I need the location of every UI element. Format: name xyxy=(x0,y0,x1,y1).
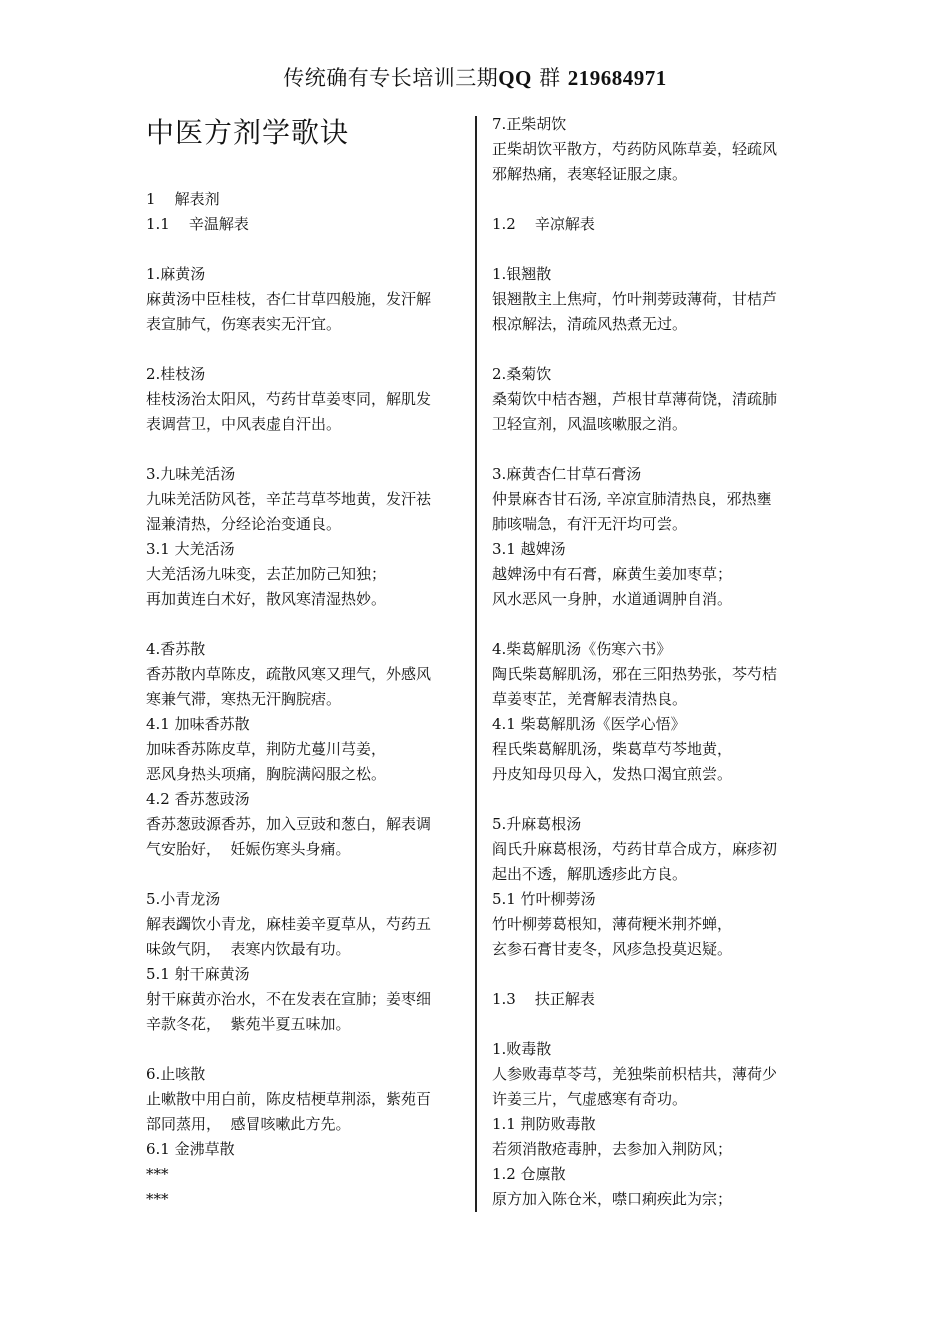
column-divider xyxy=(475,116,477,1212)
text-line: 越婢汤中有石膏，麻黄生姜加枣草； xyxy=(492,565,733,583)
blank-line xyxy=(492,237,812,262)
text-line: 止嗽散中用白前，陈皮桔梗草荆添，紫苑百 xyxy=(146,1090,432,1108)
page-header xyxy=(0,62,950,92)
text-line: 银翘散主上焦疴，竹叶荆蒡豉薄荷，甘桔芦 xyxy=(492,290,778,308)
text-line: 6.止咳散 xyxy=(146,1065,206,1083)
text-line: 辛款冬花， 紫苑半夏五味加。 xyxy=(146,1015,351,1033)
blank-line xyxy=(146,862,462,887)
text-line: 1.2 辛凉解表 xyxy=(492,215,595,233)
text-line: 大羌活汤九味变，去芷加防己知独； xyxy=(146,565,387,583)
text-line: 起出不透，解肌透疹此方良。 xyxy=(492,865,688,883)
blank-line xyxy=(492,187,812,212)
text-line: 加味香苏陈皮草，荆防尤蔓川芎姜， xyxy=(146,740,387,758)
text-line: 味敛气阴， 表寒内饮最有功。 xyxy=(146,940,351,958)
text-line: 5.小青龙汤 xyxy=(146,890,221,908)
left-column xyxy=(146,112,462,1212)
text-line: 恶风身热头项痛，胸脘满闷服之松。 xyxy=(146,765,387,783)
right-lines xyxy=(492,112,812,1212)
text-line: 2.桑菊饮 xyxy=(492,365,552,383)
text-line: 桑菊饮中桔杏翘，芦根甘草薄荷饶，清疏肺 xyxy=(492,390,778,408)
text-line: 4.1 柴葛解肌汤《医学心悟》 xyxy=(492,715,686,733)
header-group-label: 群 xyxy=(539,66,561,90)
text-line: 肺咳喘急，有汗无汗均可尝。 xyxy=(492,515,688,533)
blank-line xyxy=(146,612,462,637)
text-line: 1.1 辛温解表 xyxy=(146,215,249,233)
text-line: 7.正柴胡饮 xyxy=(492,115,567,133)
text-line: 香苏散内草陈皮，疏散风寒又理气，外感风 xyxy=(146,665,432,683)
blank-line xyxy=(146,1037,462,1062)
text-line: 草姜枣芷，羌膏解表清热良。 xyxy=(492,690,688,708)
text-line: 3.麻黄杏仁甘草石膏汤 xyxy=(492,465,642,483)
blank-line xyxy=(492,337,812,362)
text-line: 1.麻黄汤 xyxy=(146,265,206,283)
text-line: 3.1 大羌活汤 xyxy=(146,540,235,558)
blank-line xyxy=(492,787,812,812)
blank-line xyxy=(492,962,812,987)
text-line: 风水恶风一身肿，水道通调肿自消。 xyxy=(492,590,733,608)
text-line: 表调营卫，中风表虚自汗出。 xyxy=(146,415,342,433)
blank-line xyxy=(492,612,812,637)
text-line: 5.1 射干麻黄汤 xyxy=(146,965,250,983)
text-line: 气安胎好， 妊娠伤寒头身痛。 xyxy=(146,840,351,858)
text-line: 6.1 金沸草散 xyxy=(146,1140,235,1158)
text-line: 九味羌活防风苍，辛芷芎草芩地黄，发汗祛 xyxy=(146,490,432,508)
text-line: 卫轻宣剂，风温咳嗽服之消。 xyxy=(492,415,688,433)
right-column xyxy=(492,112,812,1212)
text-line: 湿兼清热，分经论治变通良。 xyxy=(146,515,342,533)
text-line: 3.1 越婢汤 xyxy=(492,540,566,558)
header-group-number: 219684971 xyxy=(567,66,667,90)
text-line: 4.2 香苏葱豉汤 xyxy=(146,790,250,808)
text-line: 程氏柴葛解肌汤，柴葛草芍芩地黄， xyxy=(492,740,733,758)
text-line: 玄参石膏甘麦冬，风疹急投莫迟疑。 xyxy=(492,940,733,958)
text-line: 4.香苏散 xyxy=(146,640,206,658)
left-lines xyxy=(146,187,462,1212)
text-line: 4.柴葛解肌汤《伤寒六书》 xyxy=(492,640,672,658)
header-qq: QQ xyxy=(498,66,532,90)
blank-line xyxy=(492,437,812,462)
text-line: 陶氏柴葛解肌汤，邪在三阳热势张，芩芍桔 xyxy=(492,665,778,683)
blank-line xyxy=(146,337,462,362)
text-line: 再加黄连白术好，散风寒清湿热妙。 xyxy=(146,590,387,608)
text-line: 丹皮知母贝母入，发热口渴宜煎尝。 xyxy=(492,765,733,783)
text-line: 1.银翘散 xyxy=(492,265,552,283)
text-line: 竹叶柳蒡葛根知，薄荷粳米荆芥蝉， xyxy=(492,915,733,933)
text-line: 若须消散疮毒肿，去参加入荆防风； xyxy=(492,1140,733,1158)
text-line: 1.败毒散 xyxy=(492,1040,552,1058)
text-line: 人参败毒草苓芎，羌独柴前枳桔共，薄荷少 xyxy=(492,1065,778,1083)
text-line: 根凉解法，清疏风热煮无过。 xyxy=(492,315,688,333)
text-line: 2.桂枝汤 xyxy=(146,365,206,383)
text-line: 许姜三片，气虚感寒有奇功。 xyxy=(492,1090,688,1108)
text-line: 麻黄汤中臣桂枝，杏仁甘草四般施，发汗解 xyxy=(146,290,432,308)
text-line: 寒兼气滞，寒热无汗胸脘痞。 xyxy=(146,690,342,708)
text-line: *** xyxy=(146,1190,169,1208)
blank-line xyxy=(492,1012,812,1037)
text-line: 邪解热痛，表寒轻证服之康。 xyxy=(492,165,688,183)
text-line: 5.升麻葛根汤 xyxy=(492,815,582,833)
text-line: 射干麻黄亦治水，不在发表在宣肺；姜枣细 xyxy=(146,990,432,1008)
text-line: 原方加入陈仓米，噤口痢疾此为宗； xyxy=(492,1190,733,1208)
text-line: 5.1 竹叶柳蒡汤 xyxy=(492,890,596,908)
text-line: 1.3 扶正解表 xyxy=(492,990,595,1008)
blank-line xyxy=(146,437,462,462)
text-line: 正柴胡饮平散方，芍药防风陈草姜，轻疏风 xyxy=(492,140,778,158)
text-line: 桂枝汤治太阳风，芍药甘草姜枣同，解肌发 xyxy=(146,390,432,408)
text-line: 部同蒸用， 感冒咳嗽此方先。 xyxy=(146,1115,351,1133)
text-line: 仲景麻杏甘石汤, 辛凉宣肺清热良，邪热壅 xyxy=(492,490,772,508)
blank-line xyxy=(146,237,462,262)
text-line: 1.2 仓廪散 xyxy=(492,1165,566,1183)
text-line: 香苏葱豉源香苏，加入豆豉和葱白，解表调 xyxy=(146,815,432,833)
text-line: 阎氏升麻葛根汤，芍药甘草合成方，麻疹初 xyxy=(492,840,778,858)
text-line: *** xyxy=(146,1165,169,1183)
text-line: 表宣肺气，伤寒表实无汗宜。 xyxy=(146,315,342,333)
text-line: 1.1 荆防败毒散 xyxy=(492,1115,596,1133)
text-line: 1 解表剂 xyxy=(146,190,220,208)
text-line: 解表蠲饮小青龙，麻桂姜辛夏草从，芍药五 xyxy=(146,915,432,933)
text-line: 3.九味羌活汤 xyxy=(146,465,236,483)
text-line: 4.1 加味香苏散 xyxy=(146,715,250,733)
header-title: 传统确有专长培训三期 xyxy=(283,66,499,90)
document-title: 中医方剂学歌诀 xyxy=(146,116,350,149)
